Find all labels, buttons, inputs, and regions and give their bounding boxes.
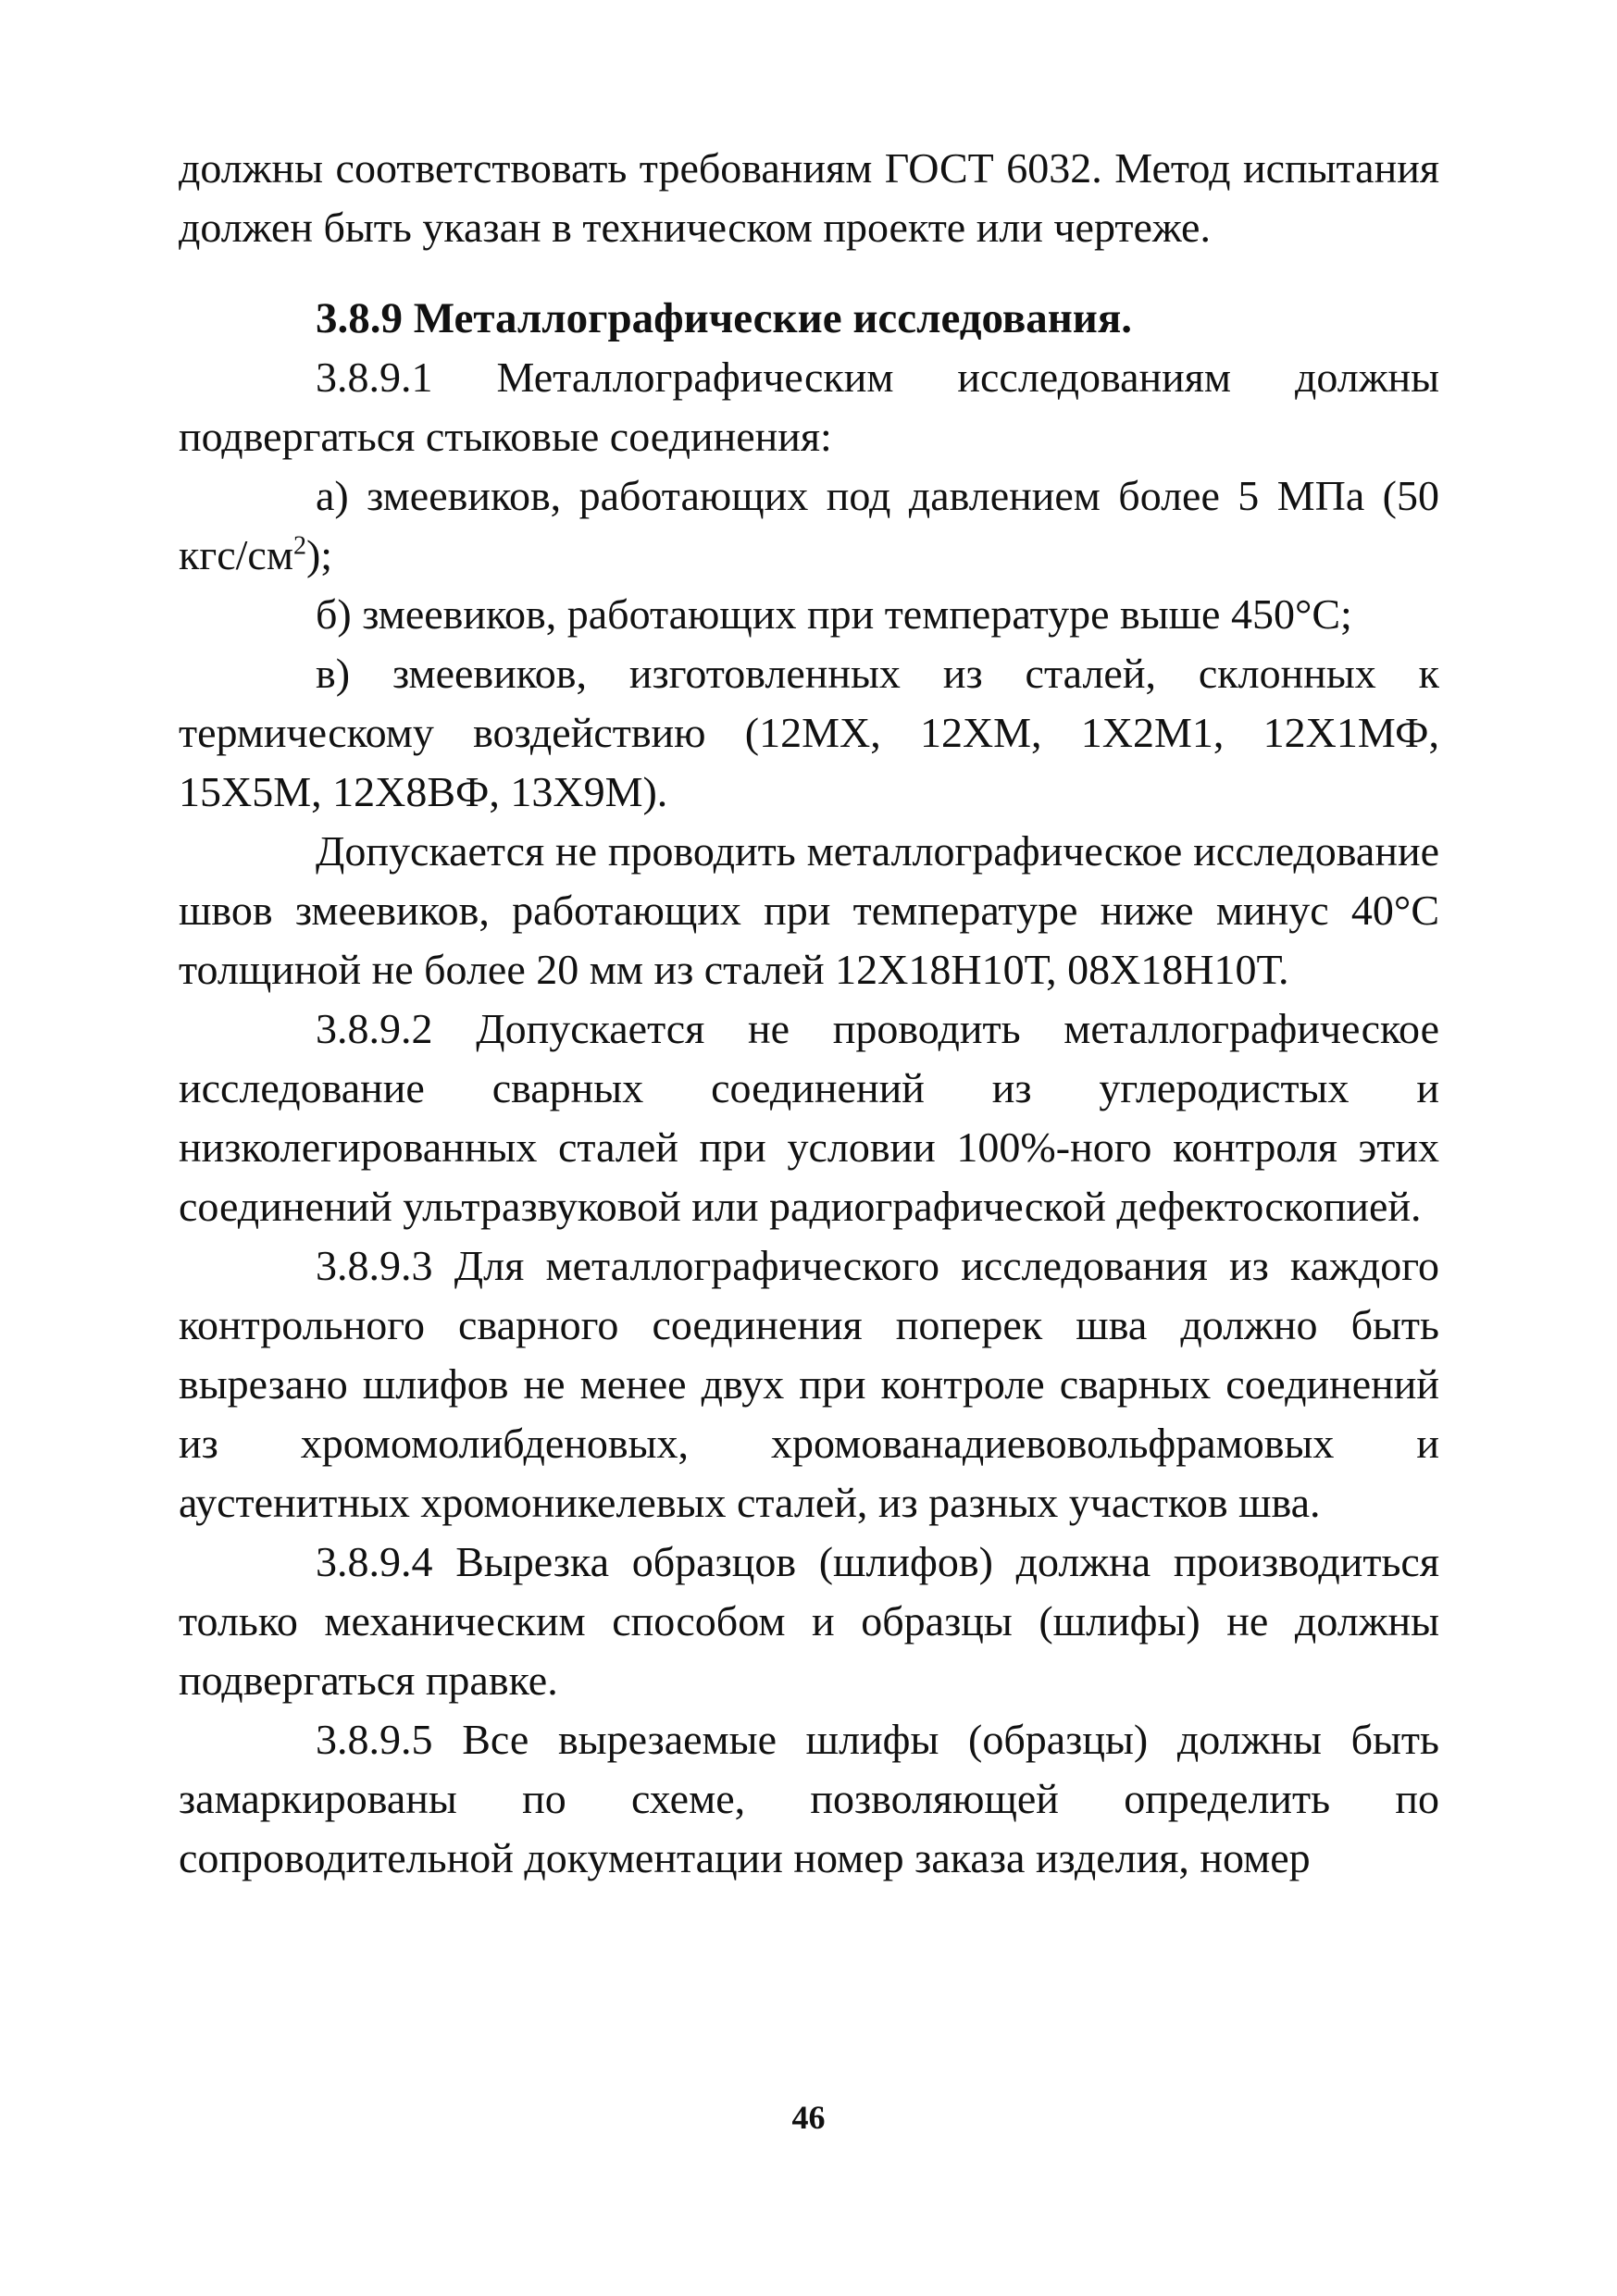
paragraph-number: 3.8.9.5 [316, 1716, 433, 1763]
paragraph-number: 3.8.9.4 [316, 1538, 433, 1585]
paragraph-number: 3.8.9.2 [316, 1005, 433, 1052]
paragraph-3-8-9-3 [179, 1236, 1439, 1533]
paragraph-text: Вырезка образцов (шлифов) должна производиться только механическим способом и образцы (шлифы) не должны подвергаться правке. [179, 1538, 1440, 1704]
superscript: 2 [292, 531, 306, 561]
allowance-paragraph: Допускается не проводить металлографическое исследование швов змеевиков, работающих при температуре ниже минус 40°С толщиной не более 20 мм из сталей 12Х18Н10Т, 08Х18Н10Т. [179, 827, 1439, 993]
intro-paragraph: должны соответствовать требованиям ГОСТ 6032. Метод испытания должен быть указан в техническом проекте или чертеже. [179, 144, 1439, 251]
list-item-a-end: ); [305, 531, 333, 578]
document-page [179, 139, 1439, 1888]
paragraph-3-8-9-4 [179, 1533, 1439, 1710]
paragraph-text: Металлографическим исследованиям должны подвергаться стыковые соединения: [179, 354, 1440, 460]
page-number: 46 [791, 2099, 826, 2136]
paragraph-number: 3.8.9.3 [316, 1242, 433, 1289]
list-item-b: б) змеевиков, работающих при температуре выше 450°С; [316, 590, 1352, 638]
paragraph-number: 3.8.9.1 [316, 354, 433, 401]
paragraph-3-8-9-2 [179, 999, 1439, 1236]
section-heading: 3.8.9 Металлографические исследования. [316, 294, 1133, 342]
list-item-a [179, 466, 1439, 585]
list-item-a-text: а) змеевиков, работающих под давлением более 5 МПа (50 кгс/см [179, 472, 1439, 578]
list-item-c: в) змеевиков, изготовленных из сталей, склонных к термическому воздействию (12МХ, 12ХМ, 1Х2М1, 12Х1МФ, 15Х5М, 12Х8ВФ, 13Х9М). [179, 650, 1439, 815]
paragraph-3-8-9-5 [179, 1710, 1439, 1888]
paragraph-text: Для металлографического исследования из каждого контрольного сварного соединения поперек шва должно быть вырезано шлифов не менее двух при контроле сварных соединений из хромомолибденовых, хромованадиевовольфрамовых и аустенитных хромоникелевых сталей, из разных участков шва. [179, 1242, 1440, 1526]
paragraph-text: Все вырезаемые шлифы (образцы) должны быть замаркированы по схеме, позволяющей определить по сопроводительной документации номер заказа изделия, номер [179, 1716, 1439, 1881]
paragraph-text: Допускается не проводить металлографическое исследование сварных соединений из углеродистых и низколегированных сталей при условии 100%-ного контроля этих соединений ультразвуковой или радиографической дефектоскопией. [179, 1005, 1439, 1230]
paragraph-3-8-9-1 [179, 348, 1439, 466]
